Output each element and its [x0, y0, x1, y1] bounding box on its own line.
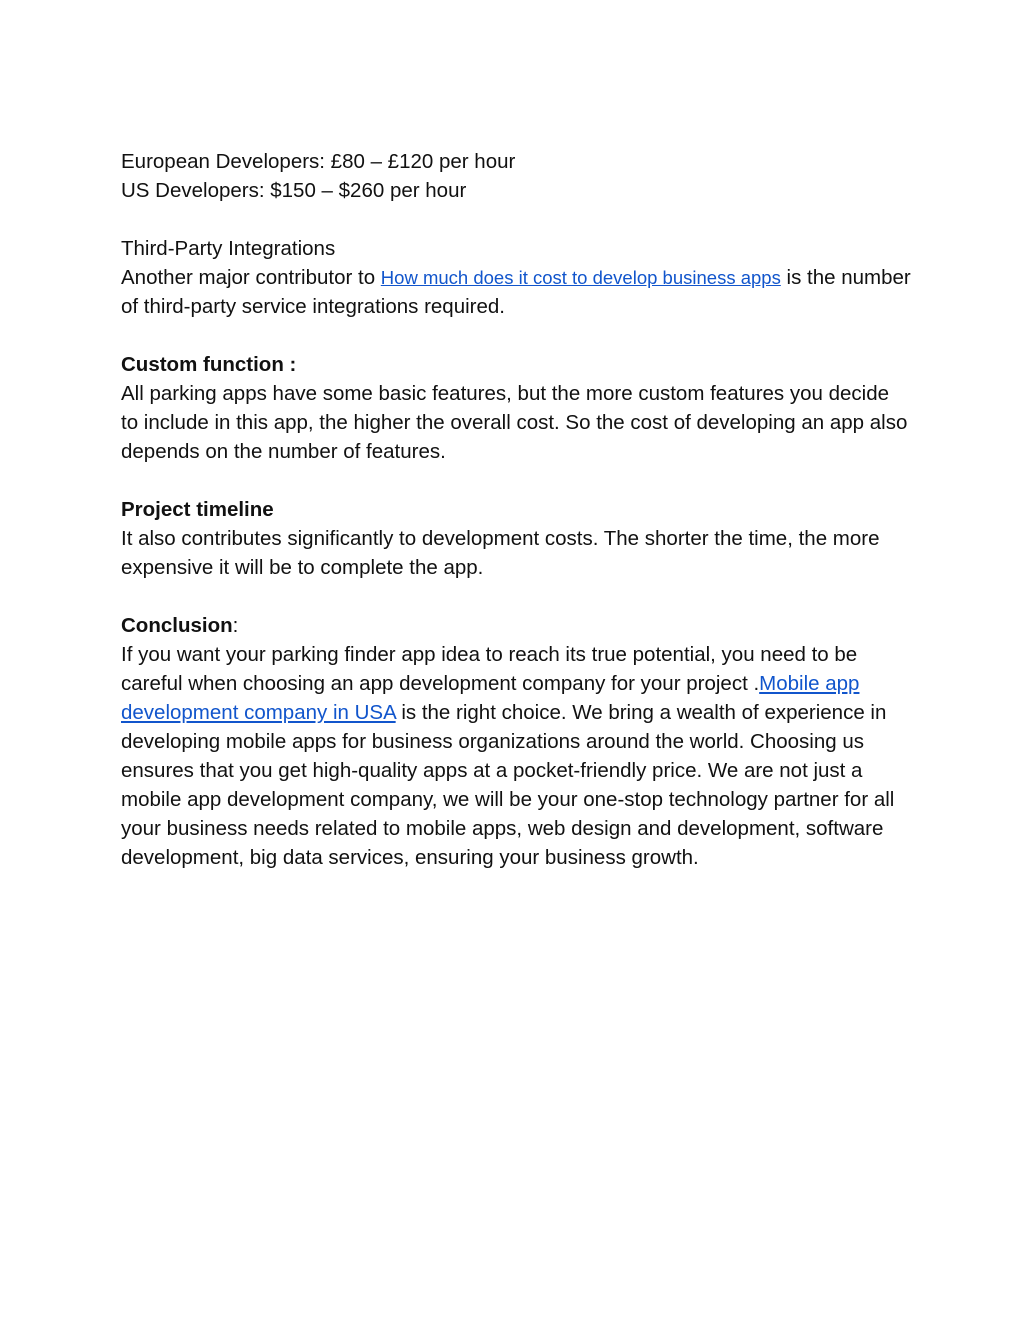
- project-timeline-heading: Project timeline: [121, 498, 274, 521]
- third-party-text-after: is the number of third-party service integrations required.: [121, 266, 911, 318]
- mobile-app-company-link[interactable]: Mobile app development company in USA: [121, 672, 860, 724]
- conclusion-heading-line: [121, 611, 911, 640]
- conclusion-text-after: is the right choice. We bring a wealth of experience in developing mobile apps for business organizations around the world. Choosing us ensures that you get high-quality apps at a pocket-friendly price. We are not just a mobile app development company, we will be your one-stop technology partner for all your business needs related to mobile apps, web design and development, software development, big data services, ensuring your business growth.: [121, 701, 895, 869]
- third-party-text-before: Another major contributor to: [121, 266, 381, 289]
- european-rate-line: European Developers: £80 – £120 per hour: [121, 150, 516, 173]
- us-rate-line: US Developers: $150 – $260 per hour: [121, 179, 467, 202]
- business-apps-cost-link[interactable]: How much does it cost to develop business apps: [380, 267, 781, 288]
- conclusion-paragraph: [121, 640, 911, 872]
- project-timeline-paragraph: It also contributes significantly to development costs. The shorter the time, the more expensive it will be to complete the app.: [121, 527, 880, 579]
- paragraph-spacer: [121, 582, 911, 611]
- paragraph-spacer: [121, 466, 911, 495]
- document-body: [121, 147, 911, 872]
- custom-function-paragraph: All parking apps have some basic features, but the more custom features you decide to include in this app, the higher the overall cost. So the cost of developing an app also depends on the number of features.: [121, 382, 908, 463]
- custom-function-heading: Custom function :: [121, 353, 297, 376]
- paragraph-spacer: [121, 321, 911, 350]
- paragraph-spacer: [121, 205, 911, 234]
- conclusion-heading: Conclusion: [121, 614, 233, 637]
- conclusion-text-before: If you want your parking finder app idea to reach its true potential, you need to be careful when choosing an app development company for your project .: [121, 643, 858, 695]
- third-party-paragraph: [121, 263, 911, 321]
- conclusion-colon: :: [232, 614, 239, 637]
- third-party-heading: Third-Party Integrations: [121, 237, 336, 260]
